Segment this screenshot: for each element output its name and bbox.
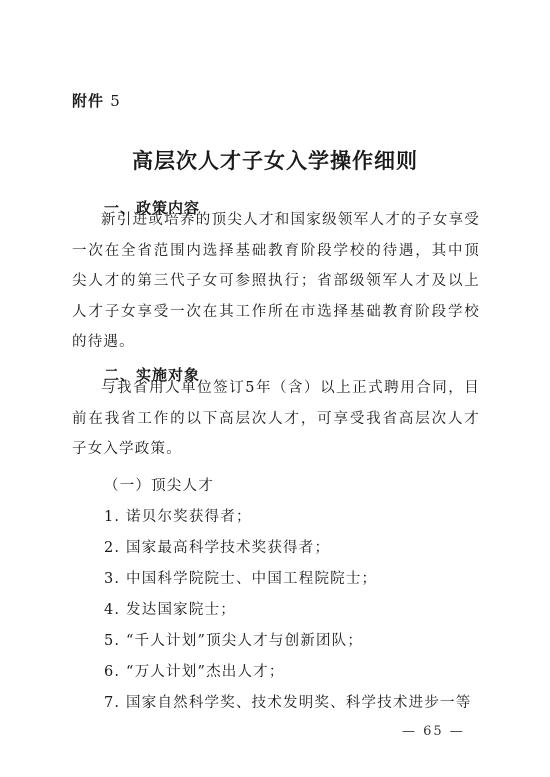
list-item: 5. “千人计划”顶尖人才与创新团队； [104,633,364,649]
list-item: 2. 国家最高科学技术奖获得者； [104,540,331,556]
page-title: 高层次人才子女入学操作细则 [132,148,418,173]
subheading-top-talent: （一）顶尖人才 [104,478,214,494]
section-heading-targets: 二、实施对象 [104,366,201,384]
list-item: 3. 中国科学院院士、中国工程院院士； [104,571,378,587]
attachment-number: 5 [110,92,121,110]
list-item: 7. 国家自然科学奖、技术发明奖、科学技术进步一等 [104,695,472,711]
list-item: 4. 发达国家院士； [104,602,236,618]
list-item: 6. “万人计划”杰出人才； [104,664,285,680]
section-paragraph-policy: 新引进或培养的顶尖人才和国家级领军人才的子女享受一次在全省范围内选择基础教育阶段学校的待遇，其中顶尖人才的第三代子女可参照执行；省部级领军人才及以上人才子女享受一次在其工作所在市选择基础教育阶段学校的待遇。 [72,212,480,350]
section-paragraph-targets: 与我省用人单位签订5年（含）以上正式聘用合同，目前在我省工作的以下高层次人才，可享受我省高层次人才子女入学政策。 [72,380,480,457]
page-number: — 65 — [402,724,465,739]
list-item: 1. 诺贝尔奖获得者； [104,509,252,525]
attachment-label [72,90,121,111]
section-heading-policy: 一、政策内容 [104,199,201,217]
attachment-label-text: 附件 [72,92,105,110]
